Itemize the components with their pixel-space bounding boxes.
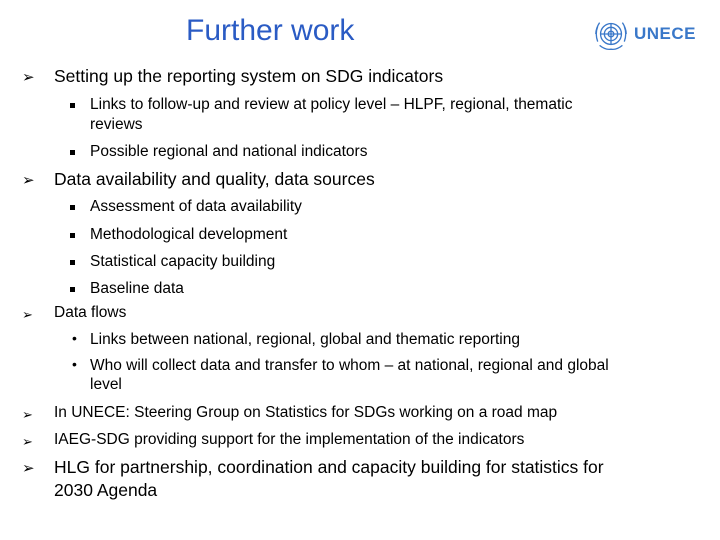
arrow-bullet-icon: ➢ [22, 172, 35, 189]
square-bullet-icon [70, 103, 75, 108]
square-bullet-icon [70, 260, 75, 265]
list-item: Baseline data [90, 280, 184, 297]
unece-logo [592, 14, 716, 54]
square-bullet-icon [70, 287, 75, 292]
section-heading-continued: 2030 Agenda [54, 480, 158, 500]
list-item: Links between national, regional, global and thematic reporting [90, 331, 520, 348]
arrow-bullet-icon: ➢ [22, 307, 33, 322]
arrow-bullet-icon: ➢ [22, 434, 33, 449]
logo-text: UNECE [634, 24, 697, 43]
arrow-bullet-icon: ➢ [22, 407, 33, 422]
list-item: Assessment of data availability [90, 198, 302, 215]
list-item: Who will collect data and transfer to whom – at national, regional and global [90, 357, 609, 374]
arrow-bullet-icon: ➢ [22, 460, 35, 477]
section-heading: Data availability and quality, data sources [54, 169, 375, 189]
dot-bullet-icon: • [72, 356, 77, 372]
square-bullet-icon [70, 150, 75, 155]
section-heading: Data flows [54, 304, 127, 321]
section-heading: IAEG-SDG providing support for the implementation of the indicators [54, 431, 525, 448]
page-title: Further work [186, 14, 355, 47]
square-bullet-icon [70, 233, 75, 238]
list-item: Methodological development [90, 226, 288, 243]
section-heading: Setting up the reporting system on SDG indicators [54, 66, 444, 86]
un-emblem-icon [592, 15, 630, 53]
arrow-bullet-icon: ➢ [22, 69, 35, 86]
list-item: Statistical capacity building [90, 253, 276, 270]
list-item: Possible regional and national indicators [90, 143, 368, 160]
list-item: reviews [90, 116, 143, 133]
section-heading: In UNECE: Steering Group on Statistics for SDGs working on a road map [54, 404, 558, 421]
square-bullet-icon [70, 205, 75, 210]
list-item: Links to follow-up and review at policy level – HLPF, regional, thematic [90, 96, 573, 113]
section-heading: HLG for partnership, coordination and capacity building for statistics for [54, 457, 604, 477]
list-item: level [90, 376, 122, 393]
dot-bullet-icon: • [72, 330, 77, 346]
